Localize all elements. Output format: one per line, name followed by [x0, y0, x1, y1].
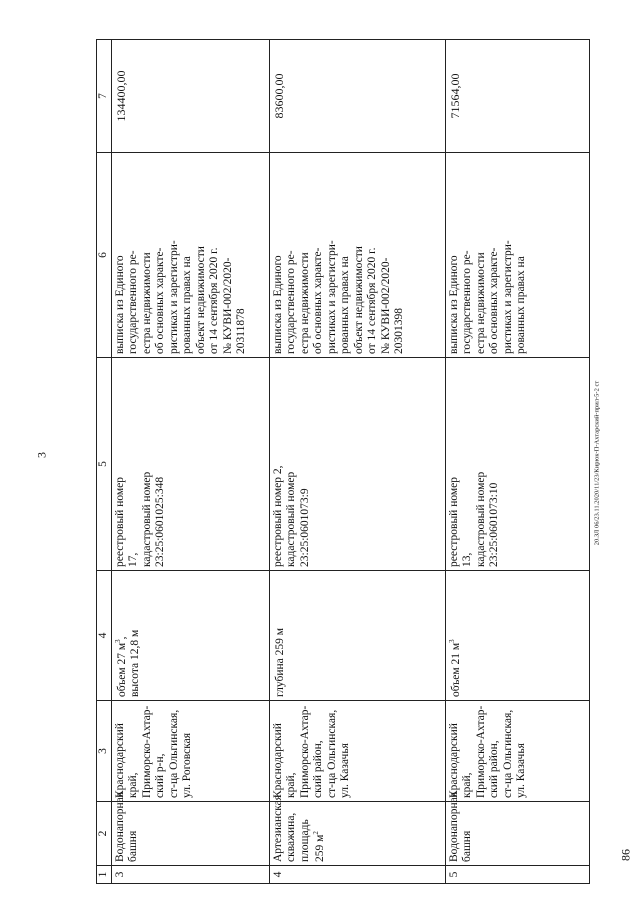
registration-doc: выписка из Единого государственного ре- естра недвижимости об основных характе- ристиках и зарегистри- рованных правах на объект недвижимости от 14 сентября 2020 г. № КУВИ-002/2020- 20301398 [270, 153, 446, 358]
object-address: Краснодарский край, Приморско-Ахтар- ский р-н, ст-ца Ольгинская, ул. Роговская [112, 701, 270, 802]
col-header: 3 [97, 701, 112, 802]
object-name-sup: 2 [312, 831, 321, 835]
object-address: Краснодарский край, Приморско-Ахтар- ский район, ст-ца Ольгинская, ул. Казачья [446, 701, 590, 802]
row-number: 4 [270, 866, 446, 884]
params-suffix: , высота 12,8 м [115, 629, 142, 697]
col-header: 2 [97, 802, 112, 866]
header-row [97, 40, 112, 884]
page-marker: 3 [34, 452, 49, 458]
balance-value: 134400,00 [112, 40, 270, 153]
col-header: 6 [97, 153, 112, 358]
registry-number: реестровый номер 13, кадастровый номер 23:25:0601073:10 [446, 358, 590, 571]
balance-value: 71564,00 [446, 40, 590, 153]
object-params [112, 571, 270, 701]
params-text: глубина 259 м [273, 627, 286, 697]
property-table [96, 39, 590, 884]
params-sup: 3 [448, 639, 456, 643]
object-params [446, 571, 590, 701]
object-name-text: Артезианская скважина, площадь 259 м [272, 794, 327, 862]
page-number: 86 [618, 849, 633, 861]
row-number: 3 [112, 866, 270, 884]
object-address: Краснодарский край, Приморско-Ахтар- ский район, ст-ца Ольгинская, ул. Казачья [270, 701, 446, 802]
col-header: 5 [97, 358, 112, 571]
params-text: объем 21 м [449, 642, 462, 697]
object-name: Водонапорная башня [446, 802, 590, 866]
table-row [112, 40, 270, 884]
registration-doc: выписка из Единого государственного ре- естра недвижимости об основных характе- ристиках и зарегистри- рованных правах на [446, 153, 590, 358]
col-header: 7 [97, 40, 112, 153]
registration-doc: выписка из Единого государственного ре- естра недвижимости об основных характе- ристиках и зарегистри- рованных правах на объект недвижимости от 14 сентября 2020 г. № КУВИ-002/2020- 20311878 [112, 153, 270, 358]
footer-code: 20.ЗЛ 06/23.11.2020/11/23/Кирюк-П-Ахтарский-прил-5-2 ст [593, 380, 601, 546]
object-params [270, 571, 446, 701]
balance-value: 83600,00 [270, 40, 446, 153]
table-wrapper [96, 40, 590, 884]
object-name [270, 794, 446, 866]
registry-number: реестровый номер 2, кадастровый номер 23:25:0601073:9 [270, 358, 446, 571]
col-header: 4 [97, 571, 112, 701]
registry-number: реестровый номер 17, кадастровый номер 23:25:0601025:348 [112, 358, 270, 571]
col-header: 1 [97, 866, 112, 884]
table-row [446, 40, 590, 884]
object-name: Водонапорная башня [112, 802, 270, 866]
params-text: объем 27 м [115, 642, 128, 697]
row-number: 5 [446, 866, 590, 884]
table-row [270, 40, 446, 884]
params-sup: 3 [114, 639, 122, 643]
